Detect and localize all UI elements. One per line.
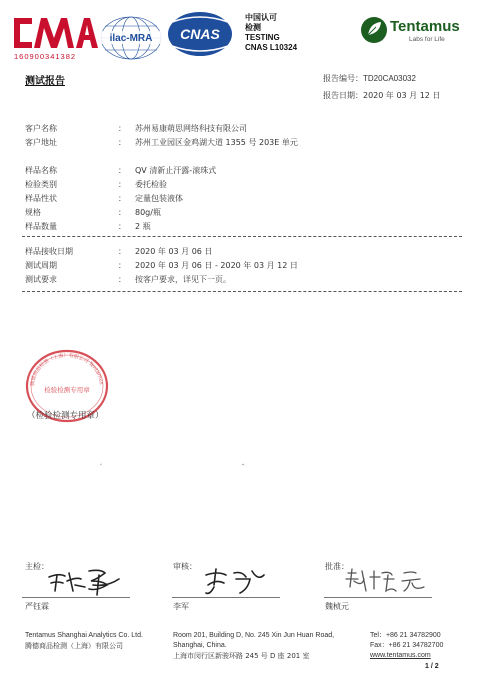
footer-address-en-1: Room 201, Building D, No. 245 Xin Jun Huan Road, [173, 632, 335, 639]
footer-address [173, 631, 334, 661]
report-date-value: 2020 年 03 月 12 日 [363, 91, 441, 100]
divider [22, 291, 462, 292]
report-date-label: 报告日期： [323, 91, 363, 100]
accreditation-text [245, 13, 297, 53]
field-label: 样品名称 [25, 166, 57, 175]
report-date [323, 90, 440, 101]
footer-fax: Fax：+86 21 34782700 [370, 642, 444, 649]
footer-address-en-2: Shanghai, China. [173, 642, 227, 649]
signatory-name: 李军 [173, 602, 189, 611]
field-label: 规格 [25, 208, 41, 217]
tentamus-leaf-icon [360, 15, 388, 45]
field-value: 苏州工业园区金鸡湖大道 1355 号 203E 单元 [135, 138, 298, 147]
seal-ring-text: 腾德商品检测（上海）有限公司 Tentamus [29, 352, 104, 387]
report-number-value: TD20CA03032 [363, 74, 416, 83]
signature-text: 李军 [100, 465, 102, 466]
field-colon: ： [118, 247, 126, 256]
field-label: 测试周期 [25, 261, 57, 270]
seal-center-text: 检验检测专用章 [44, 386, 90, 394]
field-colon: ： [118, 261, 126, 270]
footer-contact [370, 631, 443, 661]
signatory-name: 魏桢元 [325, 602, 349, 611]
field-colon: ： [118, 180, 126, 189]
field-label: 客户地址 [25, 138, 57, 147]
field-label: 检验类别 [25, 180, 57, 189]
field-value: 80g/瓶 [135, 208, 161, 217]
footer-tel: Tel：+86 21 34782900 [370, 632, 441, 639]
field-value: 委托检验 [135, 180, 167, 189]
footer-company-en: Tentamus Shanghai Analytics Co. Ltd. [25, 632, 143, 639]
report-number [323, 73, 416, 84]
ilac-mra-logo [95, 12, 167, 62]
signature-role: 主检： [25, 562, 49, 571]
report-title: 测试报告 [25, 76, 65, 87]
cert-line-en-1: TESTING [245, 33, 280, 42]
signature-text: 魏桢元 [242, 465, 245, 466]
cert-line-en-2: CNAS L10324 [245, 43, 298, 52]
signature-role: 审核： [173, 562, 197, 571]
field-value: 2020 年 03 月 06 日 [135, 247, 213, 256]
field-colon: ： [118, 275, 126, 284]
field-label: 客户名称 [25, 124, 57, 133]
field-value: 苏州易康萌思网络科技有限公司 [135, 124, 247, 133]
divider [22, 236, 462, 237]
page-number: 1 / 2 [425, 663, 439, 670]
field-label: 测试要求 [25, 275, 57, 284]
cma-certificate-code: 160900341382 [14, 52, 77, 61]
field-colon: ： [118, 208, 126, 217]
field-value: 定量包装液体 [135, 194, 183, 203]
field-label: 样品接收日期 [25, 247, 73, 256]
handwritten-signature [45, 565, 123, 597]
stamp-note: （检验检测专用章） [27, 411, 104, 421]
cnas-text: CNAS [180, 26, 220, 42]
field-label: 样品性状 [25, 194, 57, 203]
field-value: 2 瓶 [135, 222, 151, 231]
field-colon: ： [118, 222, 126, 231]
footer-company [25, 631, 143, 651]
signature-line [172, 597, 280, 598]
ilac-text: ilac-MRA [109, 33, 153, 44]
report-number-label: 报告编号： [323, 74, 363, 83]
field-label: 样品数量 [25, 222, 57, 231]
field-colon: ： [118, 124, 126, 133]
cnas-logo [166, 10, 234, 58]
signature-line [22, 597, 130, 598]
footer-address-cn: 上海市闵行区新骏环路 245 号 D 座 201 室 [173, 652, 310, 660]
field-colon: ： [118, 166, 126, 175]
footer-company-cn: 腾德商品检测（上海）有限公司 [25, 642, 123, 650]
field-value: 2020 年 03 月 06 日 - 2020 年 03 月 12 日 [135, 261, 298, 270]
svg-text:腾德商品检测（上海）有限公司 Tentamus Shangh [24, 348, 104, 386]
cert-line-cn-1: 中国认可 [245, 13, 277, 22]
signature-role: 批准： [325, 562, 349, 571]
footer-website-link[interactable]: www.tentamus.com [370, 652, 431, 659]
field-value: 按客户要求，详见下一页。 [135, 275, 231, 284]
tentamus-brand-name: Tentamus [390, 18, 460, 35]
signatory-name: 严钰霖 [25, 602, 49, 611]
tentamus-tagline: Labs for Life [409, 36, 445, 43]
cert-line-cn-2: 检测 [245, 23, 261, 32]
field-colon: ： [118, 194, 126, 203]
signature-line [324, 597, 432, 598]
field-value: QV 清新止汗露-滚珠式 [135, 166, 217, 175]
field-colon: ： [118, 138, 126, 147]
